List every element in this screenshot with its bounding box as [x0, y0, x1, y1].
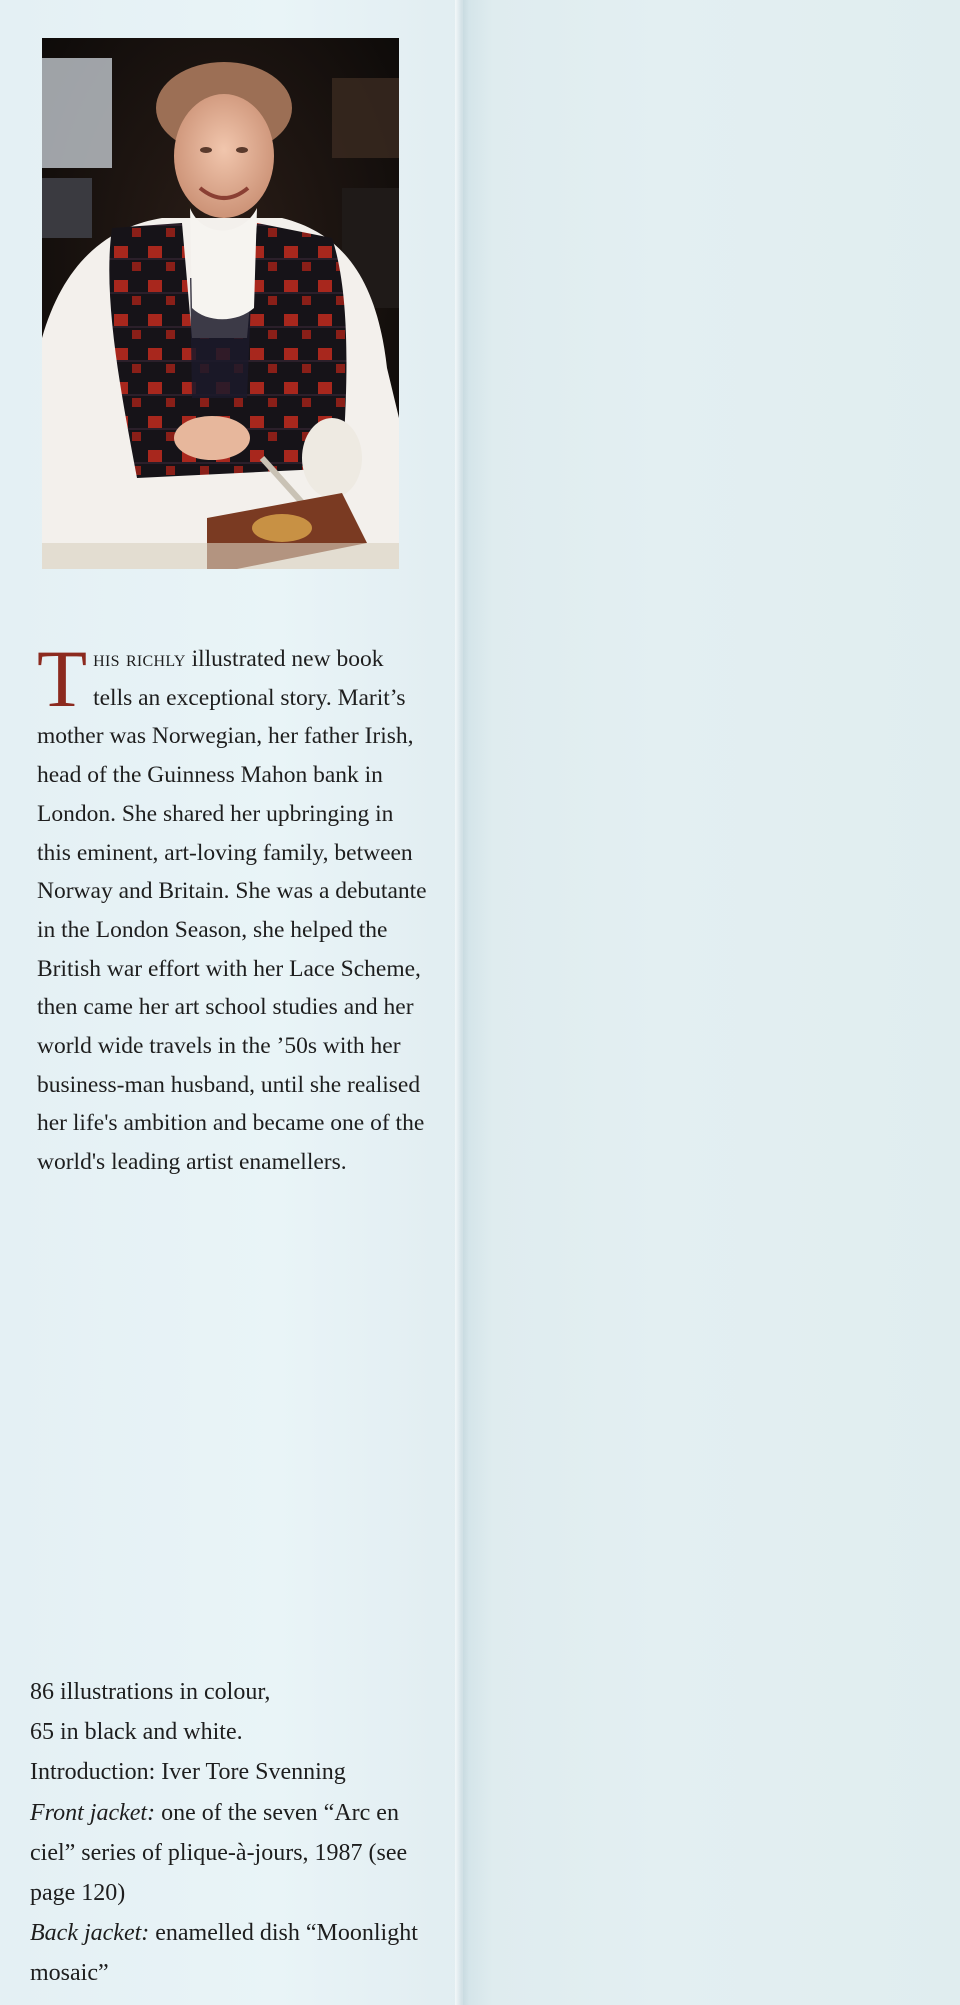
back-jacket-credit — [30, 1913, 440, 1993]
back-jacket-label: Back jacket: — [30, 1920, 150, 1947]
introduction-credit: Introduction: Iver Tore Svenning — [30, 1759, 346, 1786]
front-jacket-credit — [30, 1793, 440, 1914]
back-jacket-text: enamelled dish “Moonlight mosaic” — [30, 1920, 418, 1987]
opening-small-caps: his richly — [93, 646, 186, 672]
jacket-inner-panel — [463, 0, 960, 2005]
author-photograph-illustration — [42, 38, 399, 569]
book-description — [37, 633, 427, 1182]
jacket-fold-line — [455, 0, 469, 2005]
front-jacket-label: Front jacket: — [30, 1799, 156, 1826]
book-credits — [30, 1672, 440, 1994]
author-photograph — [42, 38, 399, 569]
description-body: illustrated new book tells an exceptional story. Marit’s mother was Norwegian, her father Irish, head of the Guinness Mahon bank in London. She shared her upbringing in this eminent, art-loving family, between Norway and Britain. She was a debutante in the London Season, she helped the British war effort with her Lace Scheme, then came her art school studies and her world wide travels in the ’50s with her business-man husband, until she realised her life's ambition and became one of the world's leading artist enamellers. — [37, 646, 427, 1176]
front-jacket-text: one of the seven “Arc en ciel” series of plique-à-jours, 1987 (see page 120) — [30, 1799, 408, 1907]
illustrations-colour: 86 illustrations in colour, — [30, 1679, 271, 1705]
drop-cap: T — [37, 633, 88, 724]
illustrations-black-white: 65 in black and white. — [30, 1719, 243, 1746]
